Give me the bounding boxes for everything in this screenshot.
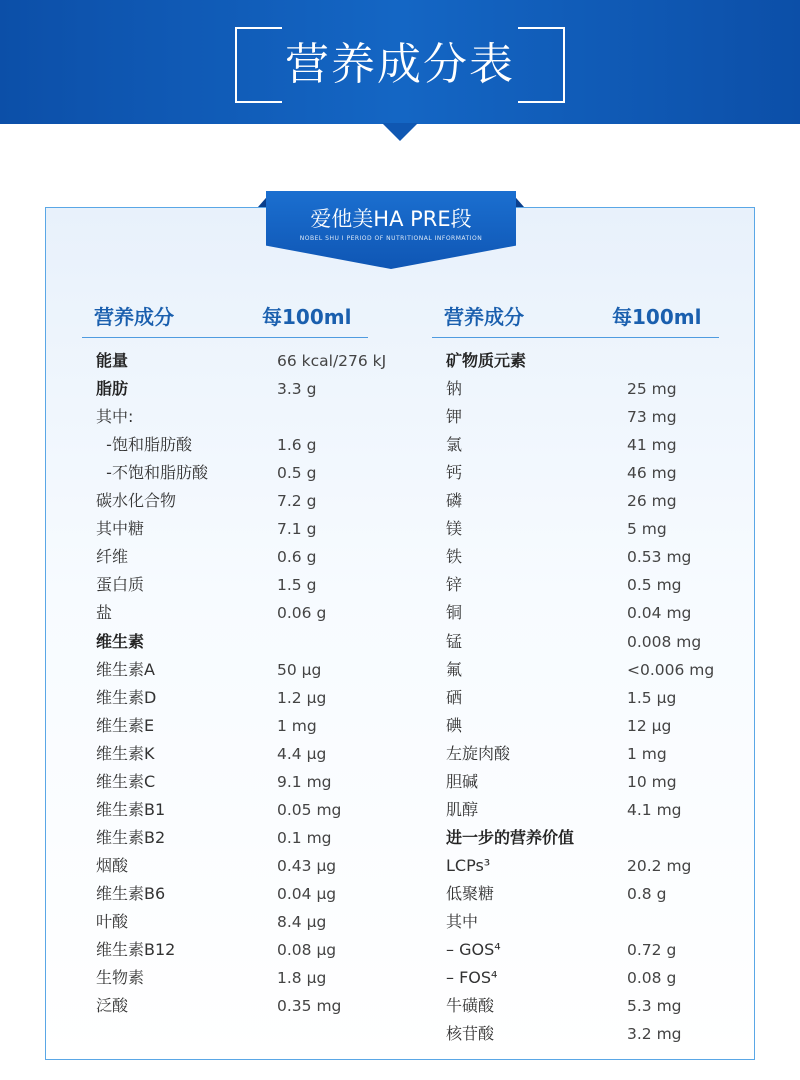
nutrient-name: 磷	[446, 491, 463, 511]
nutrient-value: 1.6 g	[277, 436, 317, 455]
nutrient-row	[96, 964, 416, 992]
nutrient-row	[96, 880, 416, 908]
nutrient-name: – GOS⁴	[446, 940, 501, 960]
nutrient-name: 脂肪	[96, 379, 129, 399]
nutrient-name: 铁	[446, 547, 463, 567]
nutrient-row	[446, 992, 766, 1020]
nutrient-row	[446, 628, 766, 656]
nutrient-name: 盐	[96, 603, 113, 623]
nutrient-name: 铜	[446, 603, 463, 623]
right-header-name: 营养成分	[444, 305, 524, 329]
nutrient-row	[446, 768, 766, 796]
nutrient-row	[446, 347, 766, 375]
nutrient-row	[446, 684, 766, 712]
nutrient-name: 牛磺酸	[446, 996, 495, 1016]
product-subtitle: NOBEL SHU I PERIOD OF NUTRITIONAL INFORMATION	[299, 235, 483, 242]
nutrient-name: -饱和脂肪酸	[96, 435, 192, 455]
nutrient-name: 矿物质元素	[446, 351, 527, 370]
nutrient-name: 低聚糖	[446, 883, 495, 903]
nutrient-row	[96, 459, 416, 487]
nutrient-row	[446, 740, 766, 768]
nutrient-row	[96, 768, 416, 796]
nutrient-name: 维生素C	[96, 771, 156, 791]
nutrient-value: 3.2 mg	[627, 1025, 682, 1044]
nutrient-name: 叶酸	[96, 912, 129, 931]
nutrient-row	[446, 880, 766, 908]
nutrient-name: 镁	[446, 519, 463, 539]
nutrient-row	[96, 712, 416, 740]
banner-pointer	[382, 123, 418, 141]
nutrient-name: 其中:	[96, 407, 134, 427]
nutrient-row	[96, 543, 416, 571]
nutrient-name: 纤维	[96, 547, 129, 567]
nutrient-value: 12 µg	[627, 716, 672, 735]
nutrient-row	[96, 375, 416, 403]
nutrient-name: 其中	[446, 912, 479, 931]
nutrient-value: 0.04 mg	[627, 604, 692, 623]
nutrient-value: 0.6 g	[277, 548, 317, 567]
nutrient-name: 左旋肉酸	[446, 743, 511, 763]
nutrient-name: 烟酸	[96, 855, 129, 875]
nutrient-value: 73 mg	[627, 408, 677, 427]
nutrient-value: 46 mg	[627, 464, 677, 483]
nutrient-name: 维生素A	[96, 659, 155, 679]
nutrient-name: 钾	[446, 407, 463, 427]
nutrient-value: 1.2 µg	[277, 688, 327, 707]
nutrient-name: 维生素B6	[96, 883, 166, 903]
nutrient-value: 0.008 mg	[627, 632, 702, 651]
nutrient-name: 维生素	[96, 631, 145, 651]
nutrient-value: 0.35 mg	[277, 997, 342, 1016]
nutrient-value: 0.5 mg	[627, 576, 682, 595]
nutrient-row	[96, 656, 416, 684]
nutrient-row	[446, 1020, 766, 1048]
right-column-header	[444, 302, 719, 332]
nutrient-row	[96, 347, 416, 375]
nutrient-row	[446, 487, 766, 515]
nutrient-name: 维生素K	[96, 743, 155, 763]
left-header-divider	[82, 337, 368, 338]
title-frame	[235, 27, 565, 103]
nutrient-value: 7.2 g	[277, 492, 317, 511]
nutrient-value: <0.006 mg	[627, 660, 715, 679]
right-header-divider	[432, 337, 719, 338]
nutrient-row	[446, 375, 766, 403]
nutrient-row	[446, 964, 766, 992]
nutrient-value: 4.4 µg	[277, 744, 327, 763]
nutrient-value: 1.5 g	[277, 576, 317, 595]
nutrient-value: 26 mg	[627, 492, 677, 511]
nutrient-row	[446, 936, 766, 964]
nutrient-row	[96, 628, 416, 656]
nutrient-row	[446, 571, 766, 599]
nutrient-row	[446, 403, 766, 431]
nutrient-value: 20.2 mg	[627, 856, 692, 875]
nutrient-value: 0.1 mg	[277, 828, 332, 847]
nutrient-name: 氟	[446, 659, 463, 679]
nutrient-name: 钙	[446, 463, 463, 483]
nutrient-value: 1.8 µg	[277, 969, 327, 988]
nutrient-name: – FOS⁴	[446, 968, 498, 988]
nutrient-row	[446, 712, 766, 740]
nutrient-value: 66 kcal/276 kJ	[277, 352, 387, 370]
nutrient-row	[446, 515, 766, 543]
nutrient-name: 锰	[446, 631, 463, 651]
nutrient-name: 维生素B2	[96, 827, 166, 847]
nutrient-name: 锌	[446, 575, 463, 595]
nutrient-value: 3.3 g	[277, 380, 317, 399]
nutrient-value: 0.08 µg	[277, 941, 337, 960]
nutrient-row	[96, 684, 416, 712]
nutrient-name: -不饱和脂肪酸	[96, 463, 208, 483]
nutrient-name: 肌醇	[446, 799, 479, 819]
nutrient-value: 1.5 µg	[627, 688, 677, 707]
right-header-value: 每100ml	[612, 305, 702, 329]
nutrient-row	[96, 992, 416, 1020]
nutrient-name: 维生素B1	[96, 799, 166, 819]
nutrient-name: LCPs³	[446, 855, 491, 875]
nutrient-name: 维生素E	[96, 715, 155, 735]
left-header-value: 每100ml	[262, 305, 352, 329]
nutrient-value: 1 mg	[277, 716, 317, 735]
nutrient-row	[446, 852, 766, 880]
nutrient-row	[446, 908, 766, 936]
nutrient-row	[96, 824, 416, 852]
nutrient-name: 生物素	[96, 968, 145, 988]
nutrient-value: 0.53 mg	[627, 548, 692, 567]
nutrient-row	[96, 431, 416, 459]
nutrient-row	[96, 487, 416, 515]
product-name: 爱他美HA PRE段	[310, 207, 472, 231]
nutrient-name: 氯	[446, 435, 463, 455]
nutrient-row	[446, 431, 766, 459]
nutrient-row	[446, 543, 766, 571]
nutrient-value: 0.8 g	[627, 884, 667, 903]
page-title: 营养成分表	[285, 39, 515, 90]
nutrient-row	[96, 571, 416, 599]
nutrient-value: 0.06 g	[277, 604, 327, 623]
nutrient-name: 其中糖	[96, 519, 145, 539]
nutrient-row	[446, 599, 766, 627]
nutrient-row	[96, 599, 416, 627]
nutrient-name: 蛋白质	[96, 575, 145, 595]
nutrient-value: 0.5 g	[277, 464, 317, 483]
nutrient-value: 41 mg	[627, 436, 677, 455]
nutrient-value: 10 mg	[627, 772, 677, 791]
nutrient-value: 5.3 mg	[627, 997, 682, 1016]
nutrient-name: 维生素B12	[96, 940, 176, 960]
nutrient-name: 钠	[446, 379, 463, 399]
nutrient-name: 碘	[446, 715, 463, 735]
nutrient-name: 核苷酸	[446, 1024, 495, 1044]
left-column-header	[94, 302, 369, 332]
nutrient-row	[96, 796, 416, 824]
nutrient-value: 0.72 g	[627, 941, 677, 960]
nutrient-name: 碳水化合物	[96, 491, 177, 511]
nutrient-value: 0.05 mg	[277, 800, 342, 819]
nutrient-row	[96, 852, 416, 880]
product-badge	[258, 191, 524, 269]
nutrient-value: 50 µg	[277, 660, 322, 679]
nutrient-row	[446, 459, 766, 487]
nutrient-row	[96, 908, 416, 936]
nutrient-value: 4.1 mg	[627, 800, 682, 819]
left-header-name: 营养成分	[94, 305, 174, 329]
nutrient-row	[96, 515, 416, 543]
nutrient-value: 1 mg	[627, 744, 667, 763]
nutrient-row	[446, 796, 766, 824]
nutrient-row	[446, 824, 766, 852]
nutrient-row	[96, 403, 416, 431]
nutrient-value: 7.1 g	[277, 520, 317, 539]
nutrient-name: 进一步的营养价值	[446, 827, 575, 847]
nutrient-value: 5 mg	[627, 520, 667, 539]
nutrient-name: 泛酸	[96, 996, 129, 1016]
nutrient-name: 维生素D	[96, 687, 157, 707]
nutrient-value: 25 mg	[627, 380, 677, 399]
nutrient-row	[96, 740, 416, 768]
nutrient-name: 能量	[96, 351, 129, 370]
nutrient-row	[96, 936, 416, 964]
nutrient-value: 0.04 µg	[277, 884, 337, 903]
nutrient-name: 硒	[446, 687, 463, 707]
nutrient-value: 9.1 mg	[277, 772, 332, 791]
nutrient-row	[446, 656, 766, 684]
nutrient-value: 0.43 µg	[277, 856, 337, 875]
nutrient-value: 0.08 g	[627, 969, 677, 988]
nutrient-value: 8.4 µg	[277, 913, 327, 931]
nutrient-name: 胆碱	[446, 771, 479, 791]
